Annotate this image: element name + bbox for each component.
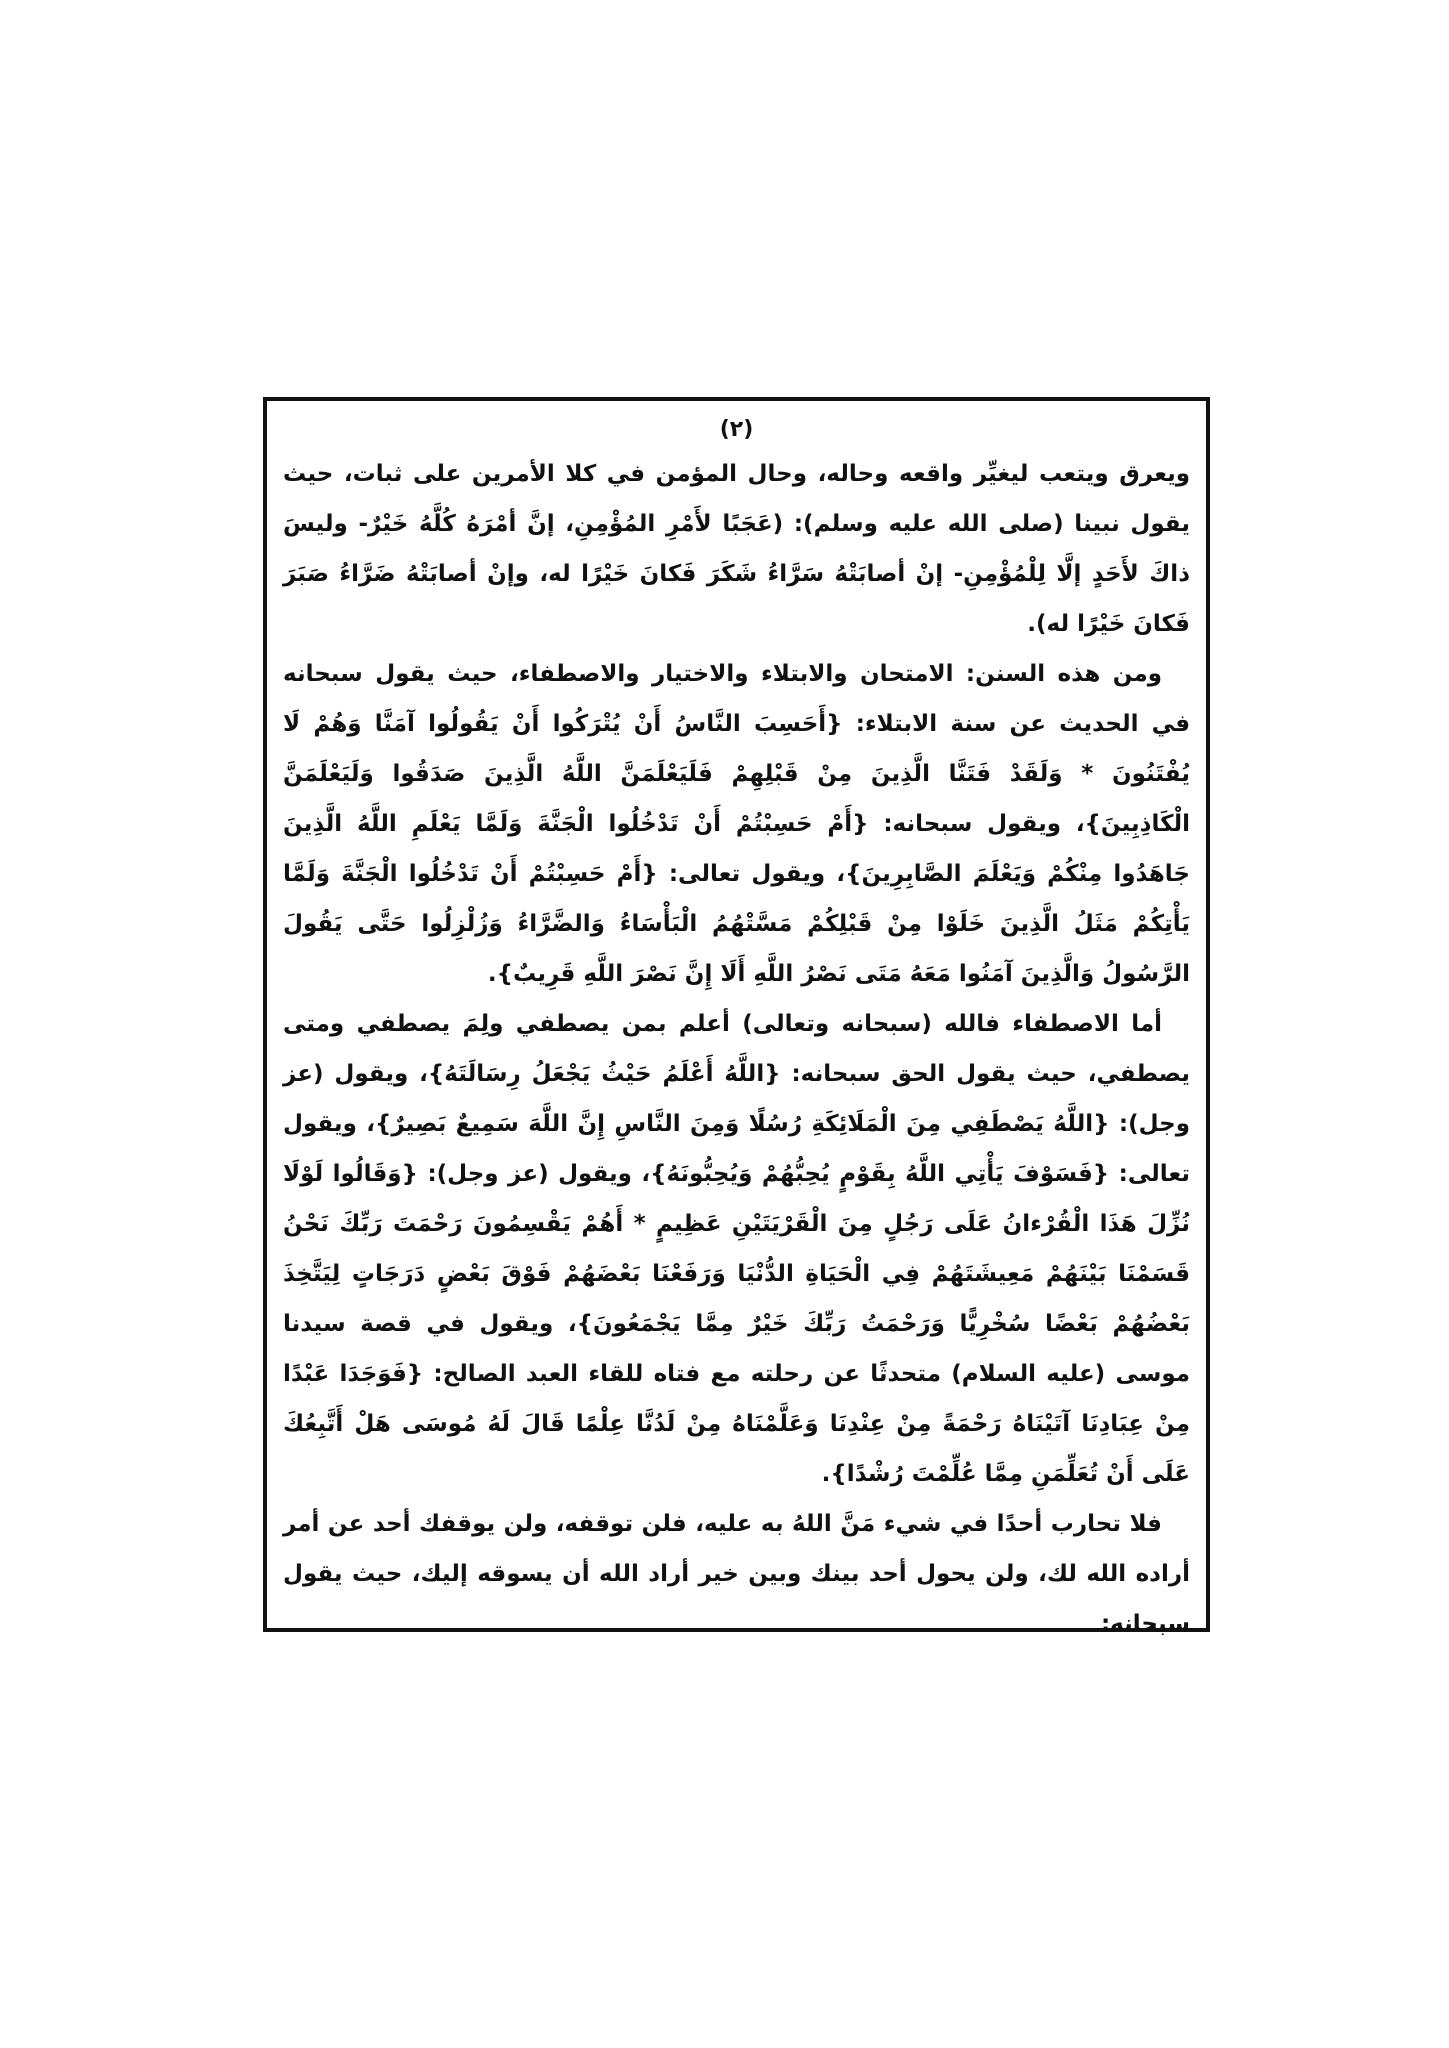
page-number: (٢) bbox=[719, 417, 754, 442]
body-text bbox=[283, 449, 1190, 1649]
paragraph-1: ويعرق ويتعب ليغيِّر واقعه وحاله، وحال المؤمن في كلا الأمرين على ثبات، حيث يقول نبينا (صلى الله عليه وسلم): (عَجَبًا لأَمْرِ المُؤْمِنِ، إنَّ أمْرَهُ كُلَّهُ خَيْرٌ- وليسَ ذاكَ لأَحَدٍ إلَّا لِلْمُؤْمِنِ- إنْ أصابَتْهُ سَرَّاءُ شَكَرَ فَكانَ خَيْرًا له، وإنْ أصابَتْهُ ضَرَّاءُ صَبَرَ فَكانَ خَيْرًا له). bbox=[283, 461, 1190, 637]
paragraph-4: فلا تحارب أحدًا في شيء مَنَّ اللهُ به عليه، فلن توقفه، ولن يوقفك أحد عن أمر أراده الله لك، ولن يحول أحد بينك وبين خير أراد الله أن يسوقه إليك، حيث يقول سبحانه: bbox=[283, 1511, 1190, 1637]
paragraph-2: ومن هذه السنن: الامتحان والابتلاء والاختيار والاصطفاء، حيث يقول سبحانه في الحديث عن سنة الابتلاء: {أَحَسِبَ النَّاسُ أَنْ يُتْرَكُوا أَنْ يَقُولُوا آمَنَّا وَهُمْ لَا يُفْتَنُونَ * وَلَقَدْ فَتَنَّا الَّذِينَ مِنْ قَبْلِهِمْ فَلَيَعْلَمَنَّ اللَّهُ الَّذِينَ صَدَقُوا وَلَيَعْلَمَنَّ الْكَاذِبِينَ}، ويقول سبحانه: {أَمْ حَسِبْتُمْ أَنْ تَدْخُلُوا الْجَنَّةَ وَلَمَّا يَعْلَمِ اللَّهُ الَّذِينَ جَاهَدُوا مِنْكُمْ وَيَعْلَمَ الصَّابِرِينَ}، ويقول تعالى: {أَمْ حَسِبْتُمْ أَنْ تَدْخُلُوا الْجَنَّةَ وَلَمَّا يَأْتِكُمْ مَثَلُ الَّذِينَ خَلَوْا مِنْ قَبْلِكُمْ مَسَّتْهُمُ الْبَأْسَاءُ وَالضَّرَّاءُ وَزُلْزِلُوا حَتَّى يَقُولَ الرَّسُولُ وَالَّذِينَ آمَنُوا مَعَهُ مَتَى نَصْرُ اللَّهِ أَلَا إِنَّ نَصْرَ اللَّهِ قَرِيبٌ}. bbox=[283, 661, 1190, 987]
paragraph-3: أما الاصطفاء فالله (سبحانه وتعالى) أعلم بمن يصطفي ولِمَ يصطفي ومتى يصطفي، حيث يقول الحق سبحانه: {اللَّهُ أَعْلَمُ حَيْثُ يَجْعَلُ رِسَالَتَهُ}، ويقول (عز وجل): {اللَّهُ يَصْطَفِي مِنَ الْمَلَائِكَةِ رُسُلًا وَمِنَ النَّاسِ إِنَّ اللَّهَ سَمِيعٌ بَصِيرٌ}، ويقول تعالى: {فَسَوْفَ يَأْتِي اللَّهُ بِقَوْمٍ يُحِبُّهُمْ وَيُحِبُّونَهُ}، ويقول (عز وجل): {وَقَالُوا لَوْلَا نُزِّلَ هَذَا الْقُرْءانُ عَلَى رَجُلٍ مِنَ الْقَرْيَتَيْنِ عَظِيمٍ * أَهُمْ يَقْسِمُونَ رَحْمَتَ رَبِّكَ نَحْنُ قَسَمْنَا بَيْنَهُمْ مَعِيشَتَهُمْ فِي الْحَيَاةِ الدُّنْيَا وَرَفَعْنَا بَعْضَهُمْ فَوْقَ بَعْضٍ دَرَجَاتٍ لِيَتَّخِذَ بَعْضُهُمْ بَعْضًا سُخْرِيًّا وَرَحْمَتُ رَبِّكَ خَيْرٌ مِمَّا يَجْمَعُونَ}، ويقول في قصة سيدنا موسى (عليه السلام) متحدثًا عن رحلته مع فتاه للقاء العبد الصالح: {فَوَجَدَا عَبْدًا مِنْ عِبَادِنَا آتَيْنَاهُ رَحْمَةً مِنْ عِنْدِنَا وَعَلَّمْنَاهُ مِنْ لَدُنَّا عِلْمًا قَالَ لَهُ مُوسَى هَلْ أَتَّبِعُكَ عَلَى أَنْ تُعَلِّمَنِ مِمَّا عُلِّمْتَ رُشْدًا}. bbox=[283, 1011, 1190, 1487]
page-frame bbox=[263, 397, 1210, 1637]
